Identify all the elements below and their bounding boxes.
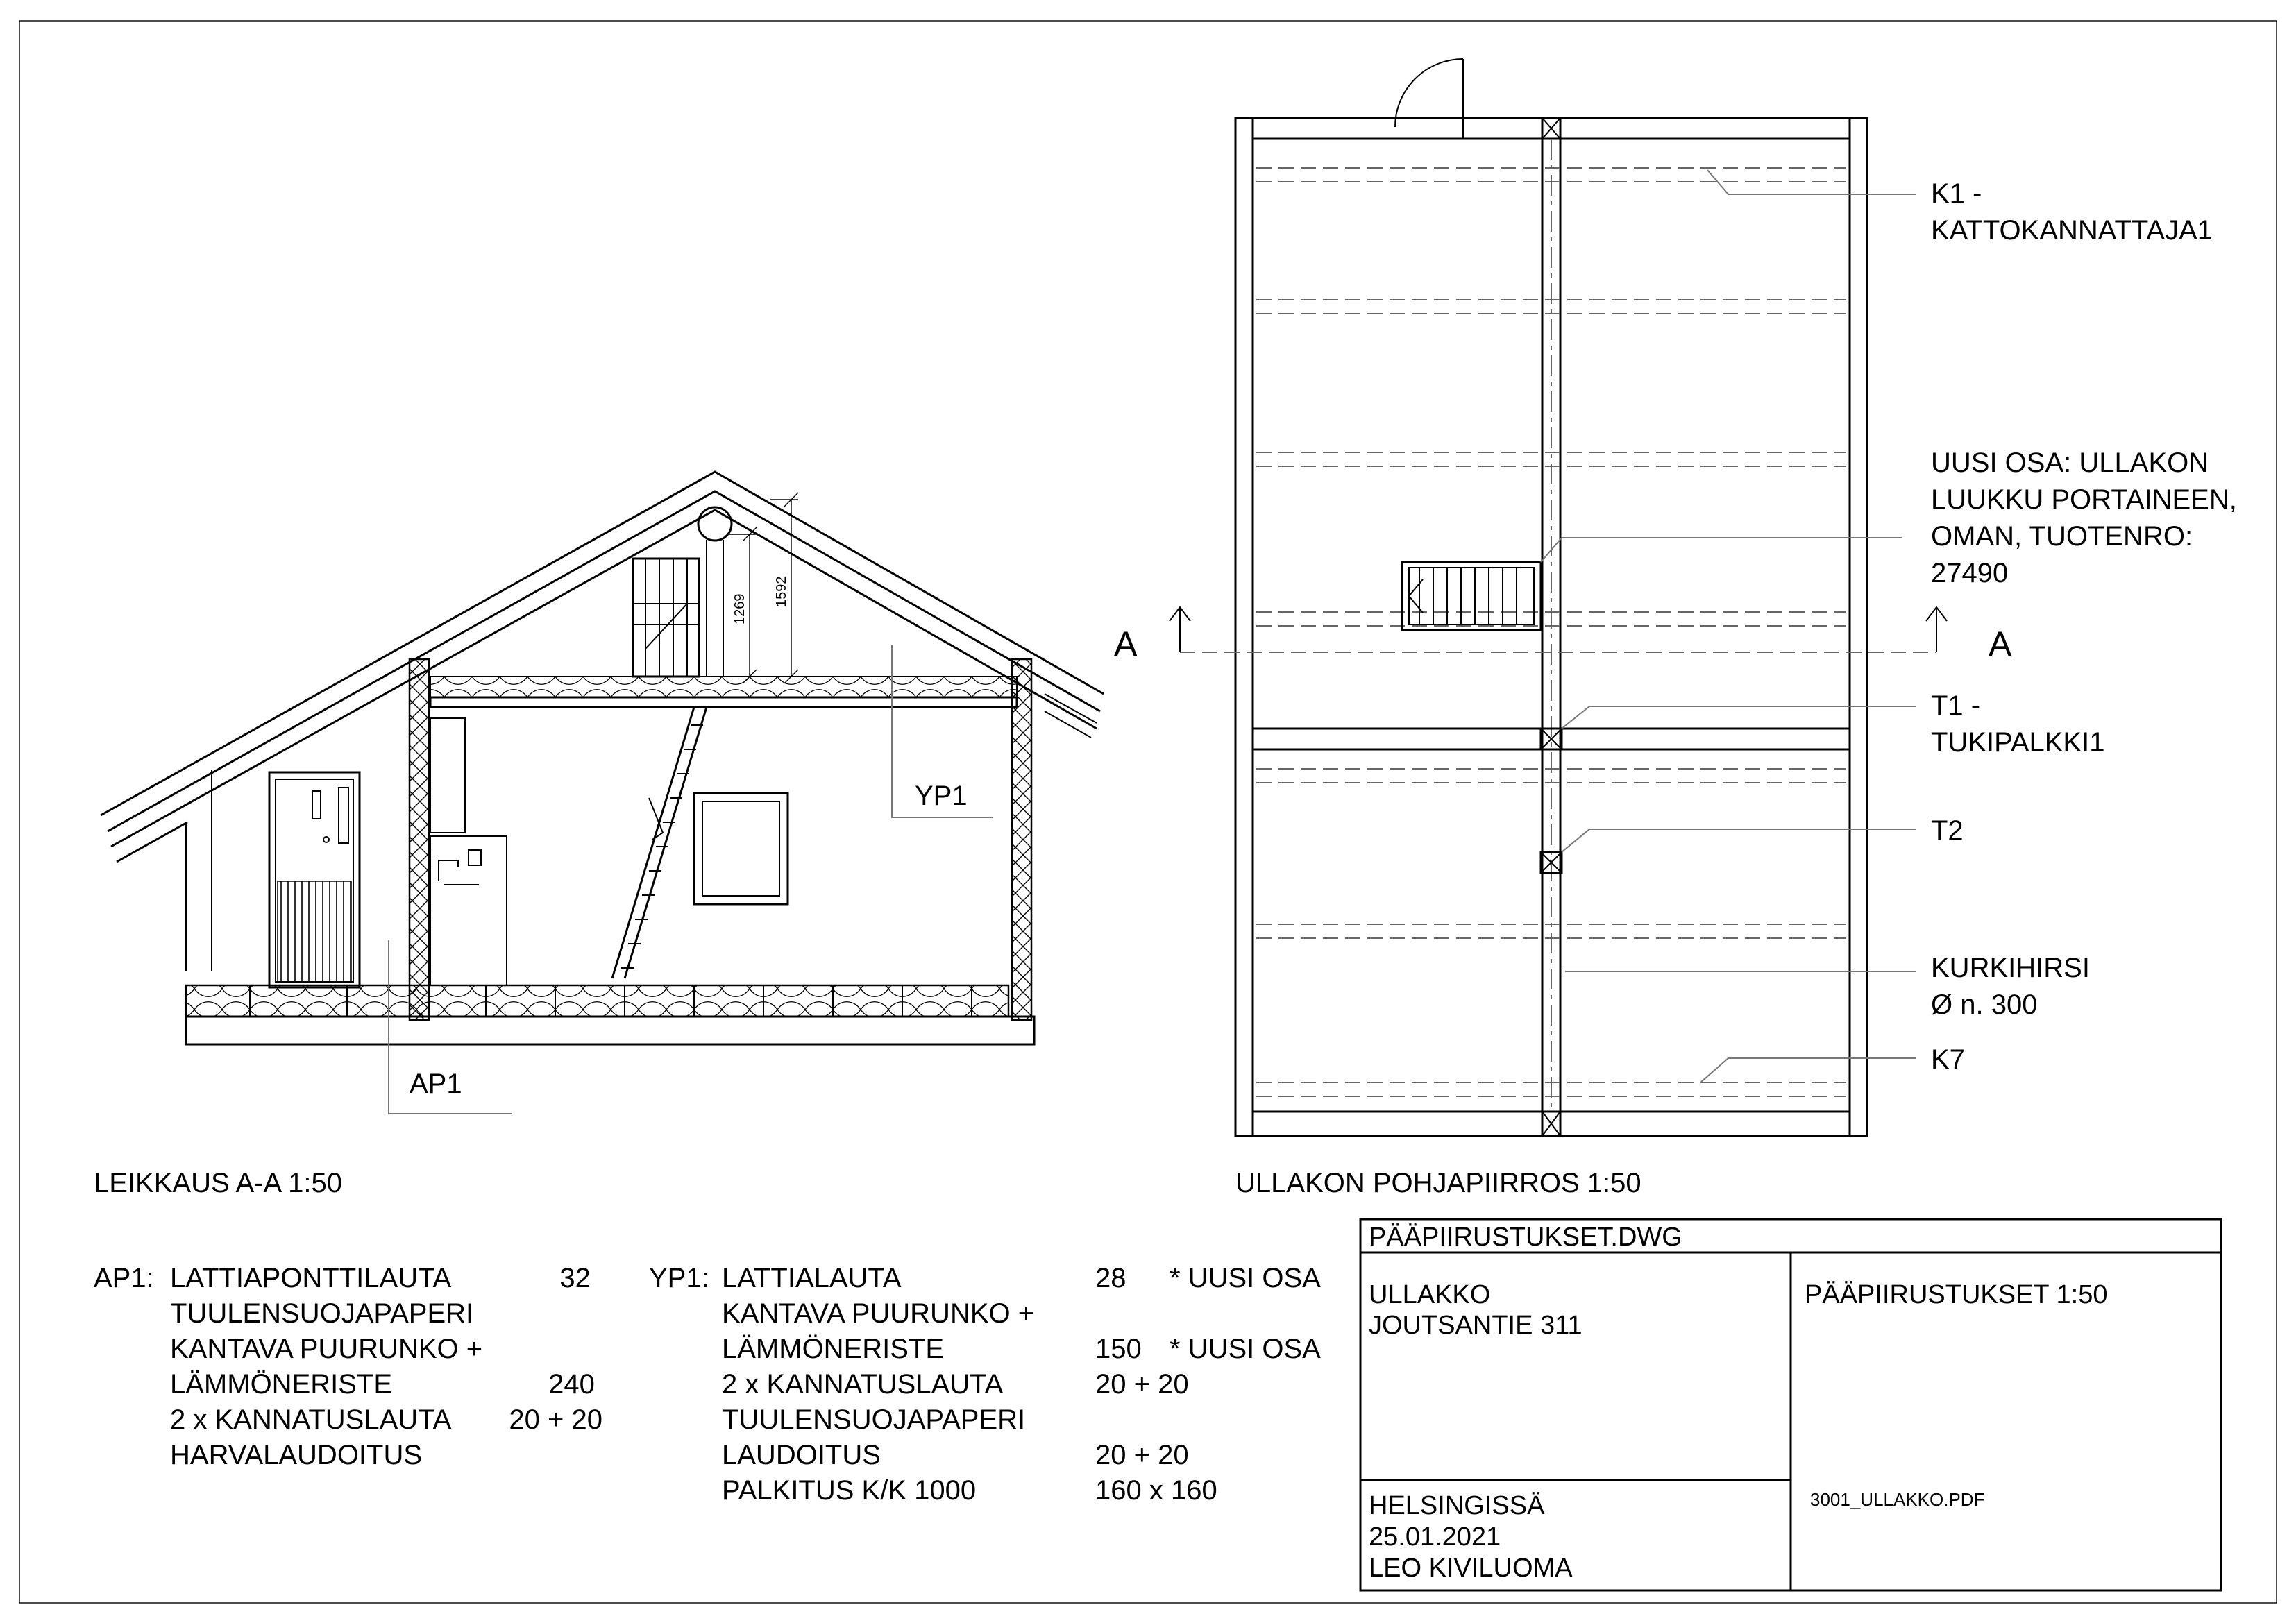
yp1-row-values: 28 150 20 + 20 20 + 20 160 x 160 — [1095, 1263, 1217, 1506]
right-wall — [1012, 659, 1031, 1020]
dim-inner-text: 1269 — [732, 593, 748, 624]
title-block — [1360, 1219, 2221, 1590]
material-ap1 — [94, 1263, 602, 1470]
tb-project: ULLAKKO JOUTSANTIE 311 — [1369, 1280, 1582, 1340]
yp1-code: YP1: — [649, 1263, 709, 1293]
plan-drawing — [1114, 59, 2245, 1198]
material-yp1 — [649, 1263, 1327, 1506]
callout-k7: K7 — [1931, 1044, 1965, 1075]
ap1-code: AP1: — [94, 1263, 154, 1293]
ridge-log — [698, 507, 732, 541]
rafters — [1256, 168, 1846, 1096]
ceiling-insulation — [430, 677, 1017, 697]
callout-kurkihirsi: KURKIHIRSI Ø n. 300 — [1931, 953, 2090, 1020]
tb-file: PÄÄPIIRUSTUKSET.DWG — [1369, 1223, 1682, 1252]
tb-pdf: 3001_ULLAKKO.PDF — [1810, 1489, 1985, 1510]
attic-hatch-stairs — [1402, 562, 1541, 630]
attic-door — [633, 559, 699, 677]
t1-leader — [1562, 706, 1916, 729]
kitchen-unit — [430, 718, 507, 985]
section-title: LEIKKAUS A-A 1:50 — [94, 1168, 342, 1198]
cut-label-right: A — [1989, 624, 2012, 663]
yp1-row-text: LATTIALAUTA KANTAVA PUURUNKO + LÄMMÖNERISTE 2 x KANNATUSLAUTA TUULENSUOJAPAPERI LAUDOITUS PALKITUS K/K 1000 — [722, 1263, 1035, 1506]
plan-title: ULLAKON POHJAPIIRROS 1:50 — [1235, 1168, 1641, 1198]
yp1-label: YP1 — [915, 781, 968, 811]
left-wall — [410, 659, 429, 1020]
ap1-label: AP1 — [410, 1069, 462, 1099]
cut-label-left: A — [1114, 624, 1138, 663]
floor-insulation — [186, 985, 1008, 1017]
t2-leader — [1562, 829, 1916, 852]
entrance-door — [269, 772, 360, 987]
attic-ladder — [612, 707, 707, 978]
tb-signature: HELSINGISSÄ 25.01.2021 LEO KIVILUOMA — [1369, 1491, 1573, 1583]
dim-outer-text: 1592 — [774, 576, 789, 607]
uusi-leader — [1541, 538, 1902, 562]
section-drawing — [94, 472, 1104, 1198]
sheet-border — [19, 21, 2277, 1603]
callout-t2: T2 — [1931, 815, 1964, 846]
hatch-door-swing — [1395, 59, 1463, 139]
callout-t1: T1 - TUKIPALKKI1 — [1931, 690, 2105, 758]
roof-slopes — [101, 472, 1104, 971]
k7-leader — [1700, 1058, 1916, 1082]
callout-k1: K1 - KATTOKANNATTAJA1 — [1931, 178, 2213, 246]
callout-uusi-osa: UUSI OSA: ULLAKON LUUKKU PORTAINEEN, OMAN, TUOTENRO: 27490 — [1931, 448, 2237, 588]
section-cut-line — [1114, 607, 2012, 663]
yp1-row-notes: * UUSI OSA * UUSI OSA — [1170, 1263, 1321, 1364]
dimension-lines — [729, 493, 798, 683]
window — [694, 793, 788, 904]
ap1-row-values: 32 240 20 + 20 — [509, 1263, 602, 1435]
ceiling-board — [430, 697, 1017, 707]
tb-drawing-type: PÄÄPIIRUSTUKSET 1:50 — [1805, 1280, 2108, 1309]
ap1-row-text: LATTIAPONTTILAUTA TUULENSUOJAPAPERI KANTAVA PUURUNKO + LÄMMÖNERISTE 2 x KANNATUSLAUTA HARVALAUDOITUS — [170, 1263, 483, 1470]
